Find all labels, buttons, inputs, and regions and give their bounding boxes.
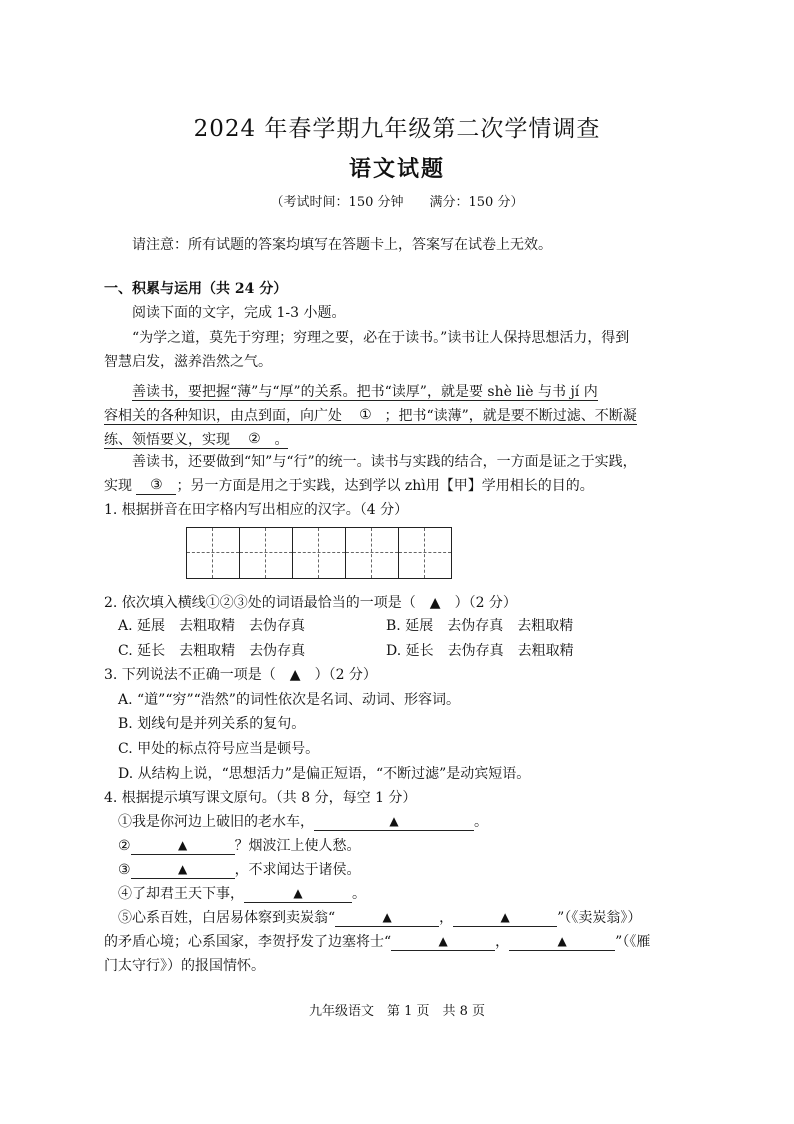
para1-line2: 智慧启发，滋养浩然之气。 (104, 354, 272, 370)
exam-subject: 语文试题 (348, 156, 445, 182)
section-intro: 阅读下面的文字，完成 1-3 小题。 (132, 305, 346, 321)
q4-item-2: ② ▲ ？烟波江上使人愁。 (118, 838, 361, 854)
para2-line3 (104, 429, 288, 449)
q4-item-5-cont: 的矛盾心境；心系国家，李贺抒发了边塞将士“ ▲ ， ▲ ”（《雁 (104, 934, 651, 950)
underlined-text: 练、领悟要义，实现 ② 。 (104, 431, 289, 448)
answer-blank: ▲ (509, 932, 615, 951)
question-2: 2. 依次填入横线①②③处的词语最恰当的一项是（ ▲ ）（2 分） (104, 595, 517, 611)
q3-option-b: B. 划线句是并列关系的复句。 (118, 716, 306, 732)
blank-2: ② (234, 430, 274, 449)
para2-line1 (132, 381, 598, 401)
para1-line1: “为学之道，莫先于穷理；穷理之要，必在于读书。”读书让人保持思想活力，得到 (132, 330, 630, 346)
answer-blank: ▲ (314, 812, 474, 831)
q3-option-c: C. 甲处的标点符号应当是顿号。 (118, 741, 320, 757)
answer-blank: ▲ (391, 932, 495, 951)
answer-blank: ▲ (244, 884, 352, 903)
notice: 请注意：所有试题的答案均填写在答题卡上，答案写在试卷上无效。 (132, 237, 552, 253)
grid-cell (398, 527, 452, 579)
q3-option-a: A. “道”“穷”“浩然”的词性依次是名词、动词、形容词。 (118, 692, 460, 708)
blank-1: ① (346, 406, 384, 425)
q4-item-5-end: 门太守行》）的报国情怀。 (104, 958, 265, 974)
exam-title: 2024 年春学期九年级第二次学情调查 (193, 116, 601, 142)
q4-item-3: ③ ▲ ，不求闻达于诸侯。 (118, 862, 361, 878)
tianzi-grid (187, 527, 452, 579)
q2-option-b: B. 延展 去伪存真 去粗取精 (386, 618, 574, 634)
q4-item-5: ⑤心系百姓，白居易体察到卖炭翁“ ▲ ， ▲ ”（《卖炭翁》） (118, 910, 642, 926)
grid-cell (345, 527, 399, 579)
question-4: 4. 根据提示填写课文原句。（共 8 分，每空 1 分） (104, 790, 417, 806)
q4-item-1: ①我是你河边上破旧的老水车， ▲ 。 (118, 814, 488, 830)
q3-option-d: D. 从结构上说，“思想活力”是偏正短语，“不断过滤”是动宾短语。 (118, 766, 531, 782)
answer-blank: ▲ (131, 860, 235, 879)
q2-option-c: C. 延长 去粗取精 去伪存真 (118, 643, 306, 659)
q2-option-a: A. 延展 去粗取精 去伪存真 (118, 618, 306, 634)
q2-option-d: D. 延长 去伪存真 去粗取精 (386, 643, 574, 659)
answer-blank: ▲ (131, 836, 235, 855)
underlined-text: 容相关的各种知识，由点到面，向广处 ① ；把书“读薄”，就是要不断过滤、不断凝 (104, 407, 637, 424)
para3-line1: 善读书，还要做到“知”与“行”的统一。读书与实践的结合，一方面是证之于实践， (132, 454, 637, 470)
grid-cell (186, 527, 240, 579)
q4-item-4: ④了却君王天下事， ▲ 。 (118, 886, 366, 902)
answer-blank: ▲ (335, 908, 439, 927)
question-3: 3. 下列说法不正确一项是（ ▲ ）（2 分） (104, 667, 377, 683)
grid-cell (292, 527, 346, 579)
page-footer: 九年级语文 第 1 页 共 8 页 (308, 1004, 486, 1019)
question-1: 1. 根据拼音在田字格内写出相应的汉字。（4 分） (104, 502, 409, 518)
para3-line2: 实现 ③ ；另一方面是用之于实践，达到学以 zhì用【甲】学用相长的目的。 (104, 477, 594, 494)
underlined-text: 善读书，要把握“薄”与“厚”的关系。把书“读厚”，就是要 shè liè 与书 jí 内 (132, 384, 598, 400)
blank-3: ③ (136, 476, 176, 495)
answer-blank: ▲ (453, 908, 557, 927)
grid-cell (239, 527, 293, 579)
section-heading: 一、积累与运用（共 24 分） (104, 281, 288, 297)
para2-line2 (104, 405, 637, 425)
exam-info: （考试时间：150 分钟 满分：150 分） (270, 195, 524, 210)
